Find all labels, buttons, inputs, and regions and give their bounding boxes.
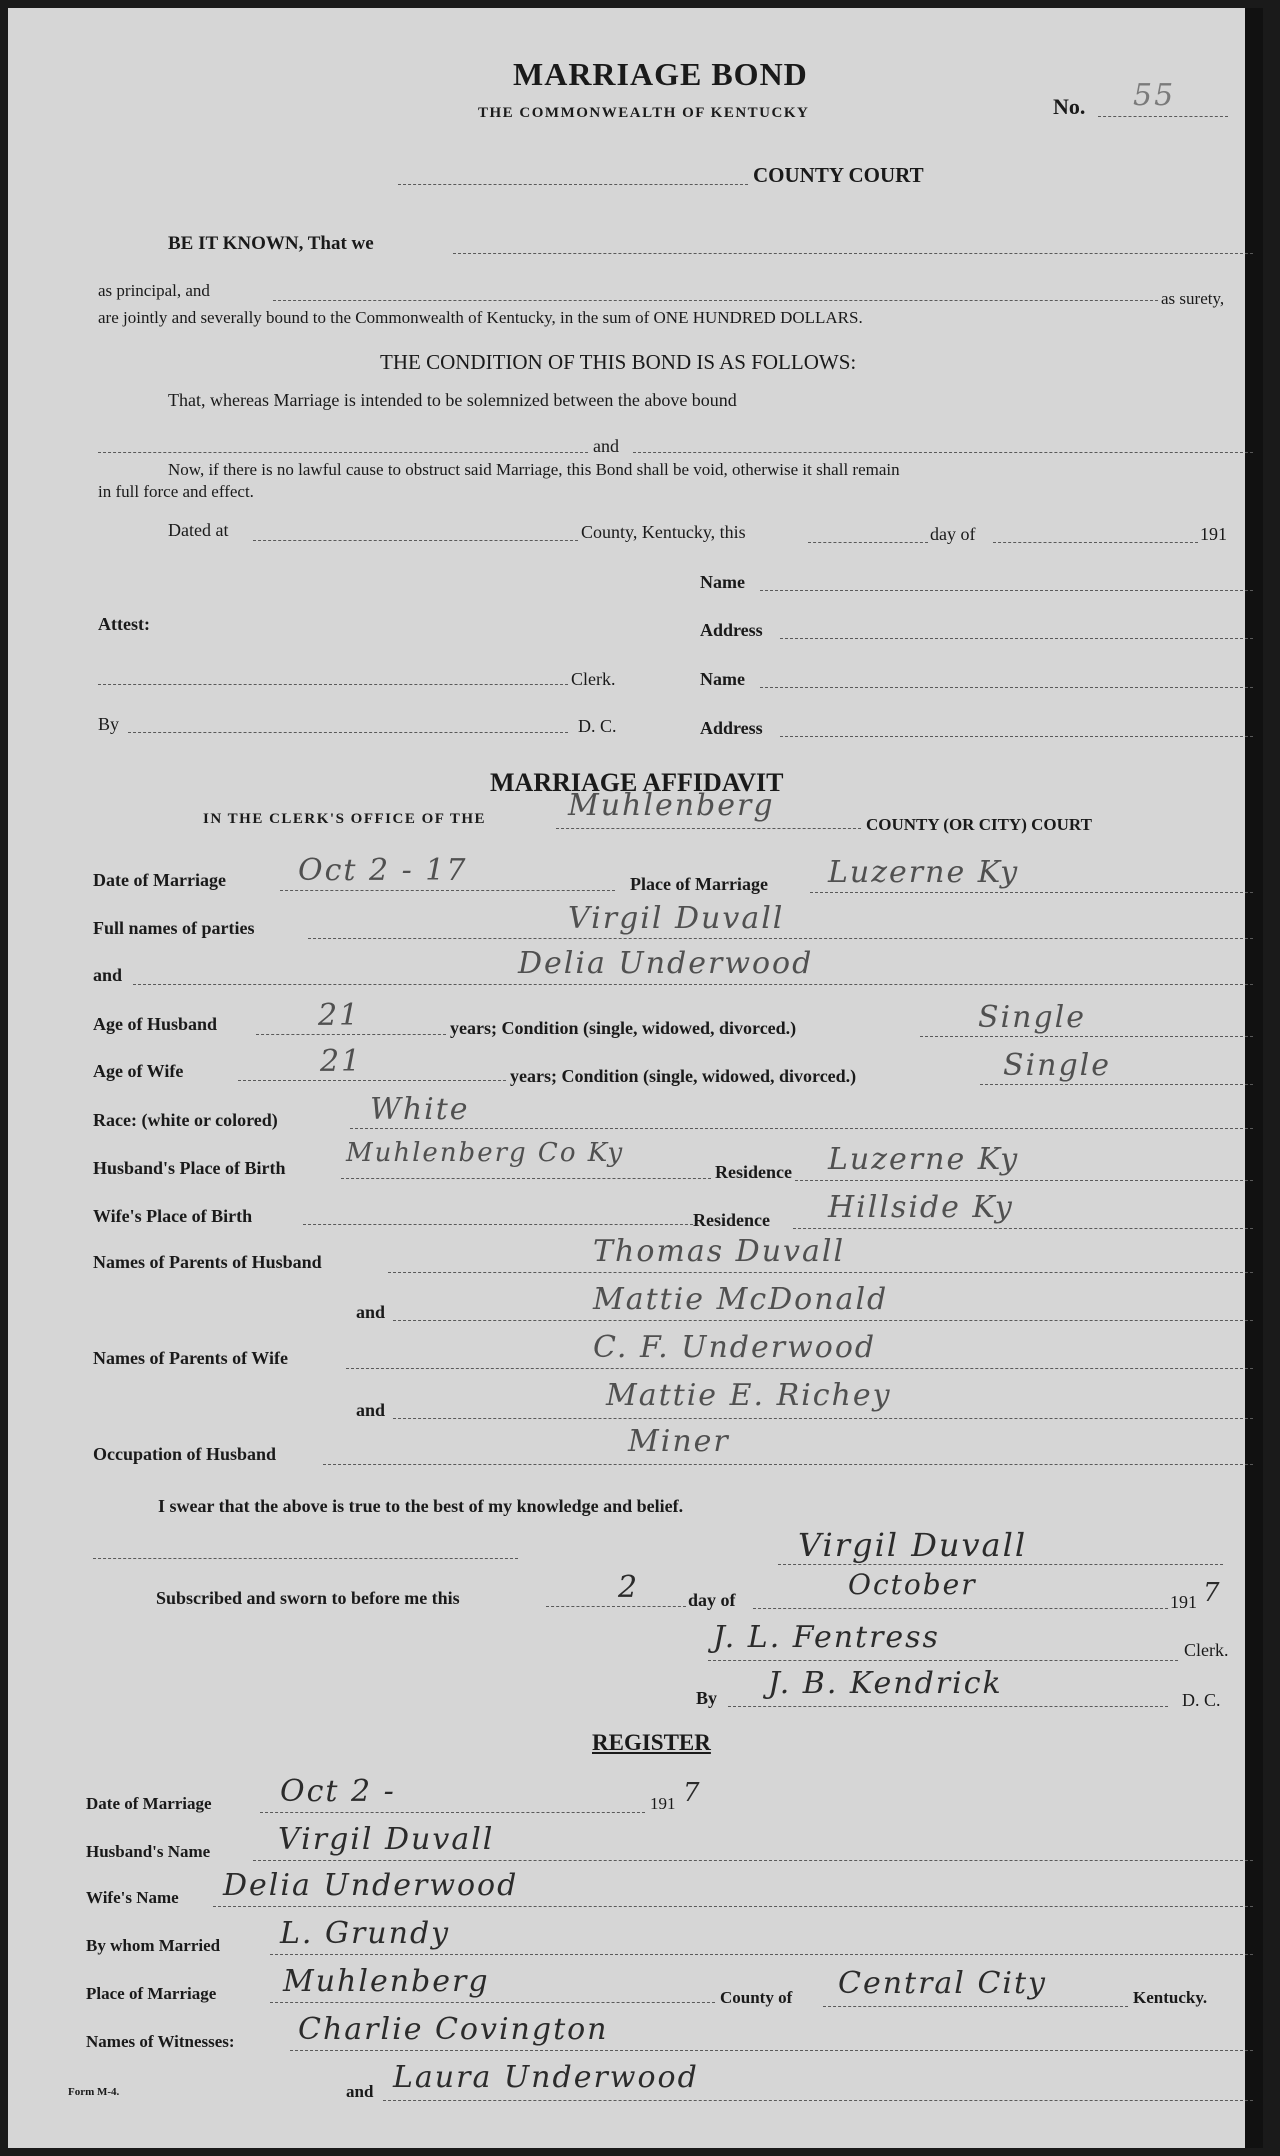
register-kentucky: Kentucky. xyxy=(1133,1988,1208,2007)
and-label: and xyxy=(93,965,123,985)
husband-birth-value: Muhlenberg Co Ky xyxy=(346,1138,625,1168)
register-wife-value: Delia Underwood xyxy=(223,1868,519,1903)
race-value: White xyxy=(370,1092,470,1127)
register-wife-label: Wife's Name xyxy=(86,1888,179,1907)
bond-no-value: 55 xyxy=(1133,78,1176,113)
bond-no-label: No. xyxy=(1053,94,1086,119)
attest-label: Attest: xyxy=(98,614,150,634)
husband-condition-value: Single xyxy=(978,1000,1087,1035)
parents-wife-label: Names of Parents of Wife xyxy=(93,1348,288,1368)
husband-birth-label: Husband's Place of Birth xyxy=(93,1158,286,1178)
father-husband-line xyxy=(388,1272,1253,1273)
register-year-191: 191 xyxy=(650,1794,676,1813)
sworn-day-line xyxy=(546,1606,686,1607)
husband-condition-line xyxy=(920,1036,1253,1037)
register-date-label: Date of Marriage xyxy=(86,1794,212,1813)
register-county-of: County of xyxy=(720,1988,793,2007)
father-wife-value: C. F. Underwood xyxy=(593,1330,877,1365)
and-wife-mother-label: and xyxy=(356,1400,386,1420)
place-of-marriage-line xyxy=(810,892,1253,893)
register-husband-value: Virgil Duvall xyxy=(278,1822,495,1857)
sworn-year-191: 191 xyxy=(1170,1592,1197,1612)
affidavit-by-label: By xyxy=(696,1688,718,1708)
mother-husband-line xyxy=(393,1320,1253,1321)
place-of-marriage-value: Luzerne Ky xyxy=(828,855,1020,890)
mother-wife-value: Mattie E. Richey xyxy=(606,1378,892,1413)
marriage-bond-document xyxy=(8,8,1263,2148)
years-condition-2: years; Condition (single, widowed, divorced.) xyxy=(510,1066,857,1086)
be-it-known: BE IT KNOWN, That we xyxy=(168,233,374,254)
county-court-line xyxy=(398,184,748,185)
bond-and: and xyxy=(593,436,619,456)
clerk-line xyxy=(98,684,568,685)
name-line-1 xyxy=(760,590,1253,591)
now-if-2: in full force and effect. xyxy=(98,482,254,501)
register-place-line xyxy=(270,2002,715,2003)
register-and-label: and xyxy=(346,2082,374,2101)
wife-birth-label: Wife's Place of Birth xyxy=(93,1206,253,1226)
years-condition-1: years; Condition (single, widowed, divorced.) xyxy=(450,1018,797,1038)
register-place-label: Place of Marriage xyxy=(86,1984,217,2003)
age-wife-line xyxy=(238,1080,506,1081)
by-line xyxy=(128,732,568,733)
day-line xyxy=(808,542,928,543)
address-line-2 xyxy=(780,736,1253,737)
party1-value: Virgil Duvall xyxy=(568,901,785,936)
wife-condition-value: Single xyxy=(1003,1048,1112,1083)
register-wife-line xyxy=(213,1906,1253,1907)
dated-at: Dated at xyxy=(168,520,229,540)
register-county-value: Central City xyxy=(838,1966,1047,2001)
register-date-value: Oct 2 - xyxy=(280,1774,396,1809)
affidavit-title: MARRIAGE AFFIDAVIT xyxy=(490,768,784,797)
swear-text: I swear that the above is true to the best of my knowledge and belief. xyxy=(158,1496,684,1516)
register-husband-line xyxy=(253,1860,1253,1861)
clerk-signature: J. L. Fentress xyxy=(713,1620,940,1655)
bound-line-1 xyxy=(98,452,588,453)
day-of: day of xyxy=(930,524,976,544)
principal-line xyxy=(453,253,1253,254)
year-191: 191 xyxy=(1200,524,1227,544)
mother-wife-line xyxy=(393,1418,1253,1419)
wife-birth-line xyxy=(303,1224,693,1225)
as-surety: as surety, xyxy=(1161,289,1225,308)
wife-residence-line xyxy=(793,1228,1253,1229)
sworn-year-digit: 7 xyxy=(1203,1578,1222,1608)
residence-label-2: Residence xyxy=(693,1210,770,1230)
name-line-2 xyxy=(760,687,1253,688)
age-husband-label: Age of Husband xyxy=(93,1014,218,1034)
month-line xyxy=(993,542,1198,543)
subscribed-text: Subscribed and sworn to before me this xyxy=(156,1588,460,1608)
name-label-1: Name xyxy=(700,572,745,592)
whereas-text: That, whereas Marriage is intended to be solemnized between the above bound xyxy=(168,390,737,410)
date-of-marriage-line xyxy=(280,890,615,891)
county-ky-this: County, Kentucky, this xyxy=(581,522,746,542)
bond-subtitle: THE COMMONWEALTH OF KENTUCKY xyxy=(478,105,810,121)
address-label-1: Address xyxy=(700,620,763,640)
register-by-whom-label: By whom Married xyxy=(86,1936,221,1955)
dated-at-line xyxy=(253,540,578,541)
sworn-day-of: day of xyxy=(688,1590,736,1610)
and-husband-mother-label: and xyxy=(356,1302,386,1322)
register-by-whom-line xyxy=(270,1954,1253,1955)
address-label-2: Address xyxy=(700,718,763,738)
party2-line xyxy=(133,984,1253,985)
register-title: REGISTER xyxy=(592,1730,711,1755)
residence-label-1: Residence xyxy=(715,1162,792,1182)
occupation-line xyxy=(323,1464,1253,1465)
address-line-1 xyxy=(780,638,1253,639)
register-husband-label: Husband's Name xyxy=(86,1842,211,1861)
county-city-court: COUNTY (OR CITY) COURT xyxy=(866,815,1092,834)
occupation-label: Occupation of Husband xyxy=(93,1444,277,1464)
county-name-line xyxy=(556,828,861,829)
age-wife-value: 21 xyxy=(320,1044,363,1079)
swear-blank-line xyxy=(93,1558,518,1559)
register-county-line xyxy=(823,2006,1128,2007)
date-of-marriage-value: Oct 2 - 17 xyxy=(298,853,468,888)
now-if-1: Now, if there is no lawful cause to obstruct said Marriage, this Bond shall be void, otherwise it shall remain xyxy=(168,460,900,479)
occupation-value: Miner xyxy=(628,1424,730,1459)
place-of-marriage-label: Place of Marriage xyxy=(630,874,768,894)
dc-signature-line xyxy=(728,1706,1168,1707)
wife-residence-value: Hillside Ky xyxy=(828,1190,1014,1225)
father-husband-value: Thomas Duvall xyxy=(593,1234,846,1269)
register-place-value: Muhlenberg xyxy=(283,1964,490,1999)
bond-title: MARRIAGE BOND xyxy=(513,56,808,92)
affiant-signature: Virgil Duvall xyxy=(798,1526,1028,1564)
wife-condition-line xyxy=(980,1084,1253,1085)
affidavit-dc-label: D. C. xyxy=(1182,1690,1221,1710)
condition-heading: THE CONDITION OF THIS BOND IS AS FOLLOWS: xyxy=(380,350,857,374)
register-by-whom-value: L. Grundy xyxy=(280,1916,451,1951)
age-husband-line xyxy=(256,1034,446,1035)
date-of-marriage-label: Date of Marriage xyxy=(93,870,226,890)
sworn-month-line xyxy=(753,1608,1168,1609)
register-witness2-value: Laura Underwood xyxy=(393,2060,699,2095)
name-label-2: Name xyxy=(700,669,745,689)
affidavit-county-name: Muhlenberg xyxy=(568,788,775,823)
clerk-signature-line xyxy=(708,1660,1178,1661)
father-wife-line xyxy=(346,1368,1253,1369)
register-witness2-line xyxy=(383,2100,1253,2101)
full-names-label: Full names of parties xyxy=(93,918,255,938)
party1-line xyxy=(308,938,1253,939)
register-year-digit: 7 xyxy=(683,1778,702,1808)
affiant-signature-line xyxy=(778,1564,1223,1565)
dc-signature: J. B. Kendrick xyxy=(768,1666,1003,1701)
register-witness1-line xyxy=(290,2050,1253,2051)
page-edge xyxy=(1245,8,1263,2148)
parents-husband-label: Names of Parents of Husband xyxy=(93,1252,322,1272)
race-label: Race: (white or colored) xyxy=(93,1110,278,1130)
register-date-line xyxy=(260,1812,645,1813)
age-husband-value: 21 xyxy=(318,998,361,1033)
party2-value: Delia Underwood xyxy=(518,946,814,981)
sworn-month-value: October xyxy=(848,1568,977,1601)
form-number: Form M-4. xyxy=(68,2086,120,2098)
register-witnesses-label: Names of Witnesses: xyxy=(86,2032,235,2051)
as-principal: as principal, and xyxy=(98,281,210,300)
jointly-text: are jointly and severally bound to the Commonwealth of Kentucky, in the sum of ONE HUNDRED DOLLARS. xyxy=(98,308,863,327)
husband-residence-value: Luzerne Ky xyxy=(828,1142,1020,1177)
affidavit-clerk-label: Clerk. xyxy=(1184,1640,1229,1660)
bound-line-2 xyxy=(633,452,1253,453)
by-label: By xyxy=(98,714,120,734)
clerks-office: IN THE CLERK'S OFFICE OF THE xyxy=(203,811,487,827)
bond-no-line xyxy=(1098,116,1228,117)
husband-residence-line xyxy=(795,1180,1253,1181)
surety-line xyxy=(273,300,1158,301)
clerk-label: Clerk. xyxy=(571,669,616,689)
sworn-day-value: 2 xyxy=(618,1570,640,1605)
register-witness1-value: Charlie Covington xyxy=(298,2012,609,2047)
dc-label: D. C. xyxy=(578,716,617,736)
husband-birth-line xyxy=(341,1178,711,1179)
race-line xyxy=(350,1128,1253,1129)
age-wife-label: Age of Wife xyxy=(93,1061,184,1081)
mother-husband-value: Mattie McDonald xyxy=(593,1282,889,1317)
county-court-label: COUNTY COURT xyxy=(753,163,924,187)
